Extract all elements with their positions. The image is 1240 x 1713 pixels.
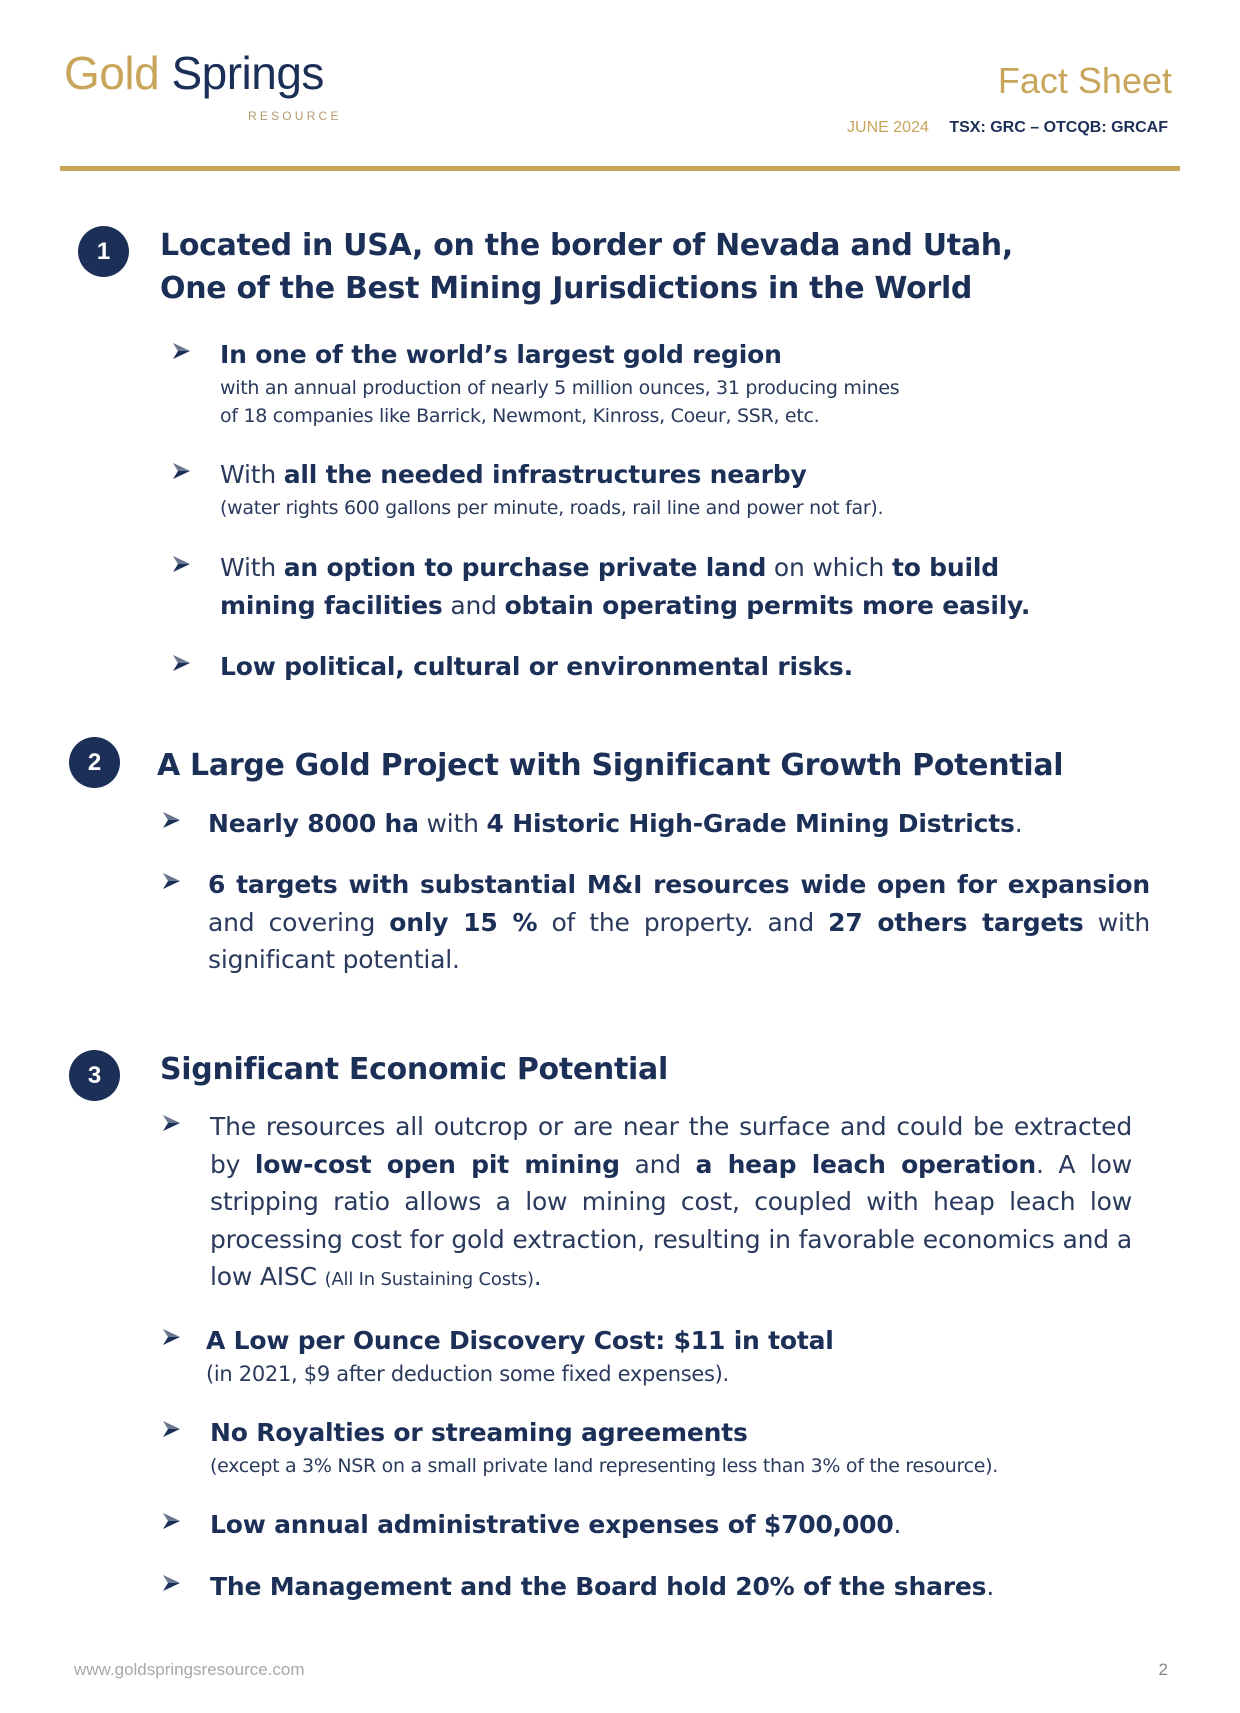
list-item xyxy=(160,1414,998,1480)
document-title: Fact Sheet xyxy=(997,60,1172,101)
text-run-bold: only 15 % xyxy=(389,907,538,937)
section-1-number-badge: 1 xyxy=(78,226,129,277)
logo-word-springs: Springs xyxy=(171,47,324,99)
text-run-bold: low-cost open pit mining xyxy=(254,1149,620,1179)
arrow-bullet-icon xyxy=(160,870,182,892)
text-run-bold: 4 Historic High-Grade Mining Districts xyxy=(486,809,1015,838)
list-item xyxy=(160,1322,834,1388)
bullet-detail-line: with an annual production of nearly 5 million ounces, 31 producing mines xyxy=(220,377,900,399)
header-divider xyxy=(60,166,1180,171)
text-run: . xyxy=(1014,809,1023,838)
arrow-bullet-icon xyxy=(160,1326,182,1348)
bullet-heading: Low political, cultural or environmental risks. xyxy=(220,652,853,681)
arrow-bullet-icon xyxy=(160,1510,182,1532)
text-run: and xyxy=(442,591,505,620)
bullet-prefix: With xyxy=(220,460,284,489)
section-1-title xyxy=(160,224,1013,310)
list-item xyxy=(160,1108,1132,1299)
list-item xyxy=(160,1506,901,1544)
arrow-bullet-icon xyxy=(170,652,192,674)
website-link[interactable]: www.goldspringsresource.com xyxy=(74,1660,305,1679)
section-3-number-badge: 3 xyxy=(69,1050,120,1101)
list-item xyxy=(170,549,1030,625)
section-1-title-line-2: One of the Best Mining Jurisdictions in the World xyxy=(160,271,973,306)
page-number: 2 xyxy=(1158,1660,1168,1679)
text-run-bold: mining facilities xyxy=(220,591,443,620)
arrow-bullet-icon xyxy=(160,1112,182,1134)
logo-word-gold: Gold xyxy=(64,47,160,99)
arrow-bullet-icon xyxy=(170,553,192,575)
stock-tickers: TSX: GRC – OTCQB: GRCAF xyxy=(949,119,1168,136)
text-run: and covering xyxy=(208,907,390,937)
bullet-heading: In one of the world’s largest gold region xyxy=(220,340,782,369)
bullet-detail-line: (except a 3% NSR on a small private land representing less than 3% of the resource). xyxy=(210,1455,998,1477)
text-run: with xyxy=(418,809,487,838)
arrow-bullet-icon xyxy=(170,340,192,362)
text-run-bold: obtain operating permits more easily. xyxy=(504,591,1031,620)
document-date: JUNE 2024 xyxy=(847,119,929,136)
text-run-bold: to build xyxy=(891,553,999,582)
list-item xyxy=(170,456,883,522)
text-run: with significant potential. xyxy=(208,907,1150,974)
text-run-small: (All In Sustaining Costs) xyxy=(324,1269,534,1290)
list-item xyxy=(160,1568,994,1606)
text-run: . xyxy=(986,1572,995,1601)
list-item xyxy=(160,805,1022,843)
text-run: of the property. and xyxy=(537,907,829,937)
bullet-heading: No Royalties or streaming agreements xyxy=(210,1418,748,1447)
text-run: With xyxy=(220,553,284,582)
bullet-heading: The Management and the Board hold 20% of the shares xyxy=(210,1572,987,1601)
bullet-detail-line: (in 2021, $9 after deduction some fixed expenses). xyxy=(206,1362,729,1386)
text-run-bold: a heap leach operation xyxy=(695,1149,1037,1179)
company-logo xyxy=(64,47,342,123)
section-2-number-badge: 2 xyxy=(69,737,120,788)
section-1-title-line-1: Located in USA, on the border of Nevada and Utah, xyxy=(160,228,1013,263)
text-run: . xyxy=(533,1262,542,1291)
bullet-heading: A Low per Ounce Discovery Cost: $11 in total xyxy=(206,1326,834,1355)
section-2-title: A Large Gold Project with Significant Growth Potential xyxy=(157,748,1064,783)
header-meta xyxy=(847,119,1168,137)
arrow-bullet-icon xyxy=(160,809,182,831)
bullet-heading: Low annual administrative expenses of $700,000 xyxy=(210,1510,894,1539)
list-item xyxy=(160,866,1150,979)
text-run-bold: 27 others targets xyxy=(828,907,1084,937)
text-run: . A low stripping ratio allows a low mining cost, coupled with heap leach low processing cost for gold extraction, resulting in favorable economics and a low AISC xyxy=(210,1149,1133,1291)
text-run: The resources all outcrop or are near the surface and could be extracted by xyxy=(210,1112,1132,1179)
logo-tagline: RESOURCE xyxy=(248,109,342,123)
text-run-bold: 6 targets with substantial M&I resources wide open for expansion xyxy=(208,870,1150,899)
text-run-bold: an option to purchase private land xyxy=(283,553,767,582)
bullet-heading: all the needed infrastructures nearby xyxy=(283,460,807,489)
arrow-bullet-icon xyxy=(170,460,192,482)
bullet-detail-line: of 18 companies like Barrick, Newmont, Kinross, Coeur, SSR, etc. xyxy=(220,405,820,427)
text-run-bold: Nearly 8000 ha xyxy=(208,809,419,838)
text-run: and xyxy=(619,1149,696,1179)
arrow-bullet-icon xyxy=(160,1418,182,1440)
list-item xyxy=(170,648,853,686)
section-3-title: Significant Economic Potential xyxy=(160,1052,668,1087)
arrow-bullet-icon xyxy=(160,1572,182,1594)
text-run: . xyxy=(893,1510,902,1539)
text-run: on which xyxy=(766,553,892,582)
bullet-detail-line: (water rights 600 gallons per minute, roads, rail line and power not far). xyxy=(220,497,884,519)
list-item xyxy=(170,336,899,430)
